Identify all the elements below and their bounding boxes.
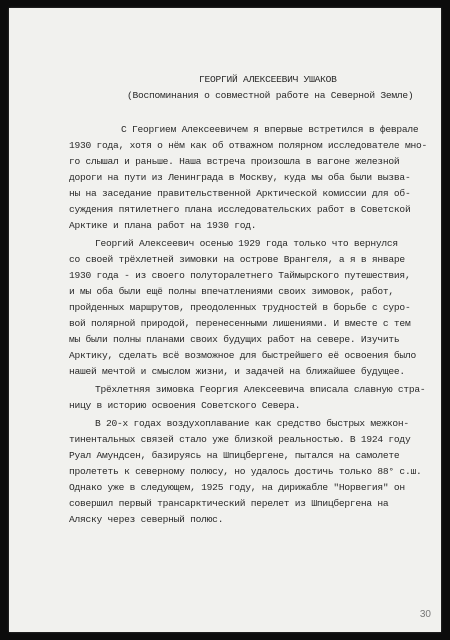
text-line: тинентальных связей стало уже близкой реальностью. В 1924 году bbox=[69, 434, 411, 445]
text-line: вой полярной природой, перенесенными лишениями. И вместе с тем bbox=[69, 318, 411, 329]
text-line: го слышал и раньше. Наша встреча произошла в вагоне железной bbox=[69, 156, 400, 167]
document-title: ГЕОРГИЙ АЛЕКСЕЕВИЧ УШАКОВ bbox=[199, 74, 337, 85]
text-line: со своей трёхлетней зимовки на острове Врангеля, а я в январе bbox=[69, 254, 405, 265]
text-line: и мы оба были ещё полны впечатлениями своих зимовок, работ, bbox=[69, 286, 394, 297]
text-line: суждения пятилетнего плана исследовательских работ в Советской bbox=[69, 204, 411, 215]
text-line: Однако уже в следующем, 1925 году, на дирижабле "Норвегия" он bbox=[69, 482, 405, 493]
page-number: 30 bbox=[419, 609, 431, 620]
document-subtitle: (Воспоминания о совместной работе на Северной Земле) bbox=[127, 90, 414, 101]
text-line: Арктику, сделать всё возможное для быстрейшего её освоения было bbox=[69, 350, 416, 361]
text-line: Арктике и плана работ на 1930 год. bbox=[69, 220, 257, 231]
text-line: Трёхлетняя зимовка Георгия Алексеевича вписала славную стра- bbox=[95, 384, 426, 395]
text-line: В 20-х годах воздухоплавание как средство быстрых межкон- bbox=[95, 418, 409, 429]
text-line: мы были полны планами своих будущих работ на севере. Изучить bbox=[69, 334, 400, 345]
text-line: совершил первый трансарктический перелет из Шпицбергена на bbox=[69, 498, 389, 509]
text-line: пролететь к северному полюсу, но удалось достичь только 88° с.ш. bbox=[69, 466, 422, 477]
text-line: Руал Амундсен, базируясь на Шпицбергене, пытался на самолете bbox=[69, 450, 400, 461]
text-line: ницу в историю освоения Советского Севера. bbox=[69, 400, 301, 411]
text-line: пройденных маршрутов, преодоленных трудностей в борьбе с суро- bbox=[69, 302, 411, 313]
document-page bbox=[9, 8, 441, 632]
text-line: нашей мечтой и смыслом жизни, и задачей на ближайшее будущее. bbox=[69, 366, 405, 377]
text-line: С Георгием Алексеевичем я впервые встретился в феврале bbox=[121, 124, 419, 135]
text-line: Георгий Алексеевич осенью 1929 года только что вернулся bbox=[95, 238, 398, 249]
text-line: ны на заседание правительственной Арктической комиссии для об- bbox=[69, 188, 411, 199]
text-line: 1930 года - из своего полуторалетнего Таймырского путешествия, bbox=[69, 270, 411, 281]
text-line: 1930 года, хотя о нём как об отважном полярном исследователе мно- bbox=[69, 140, 427, 151]
text-line: Аляску через северный полюс. bbox=[69, 514, 224, 525]
text-line: дороги на пути из Ленинграда в Москву, куда мы оба были вызва- bbox=[69, 172, 411, 183]
